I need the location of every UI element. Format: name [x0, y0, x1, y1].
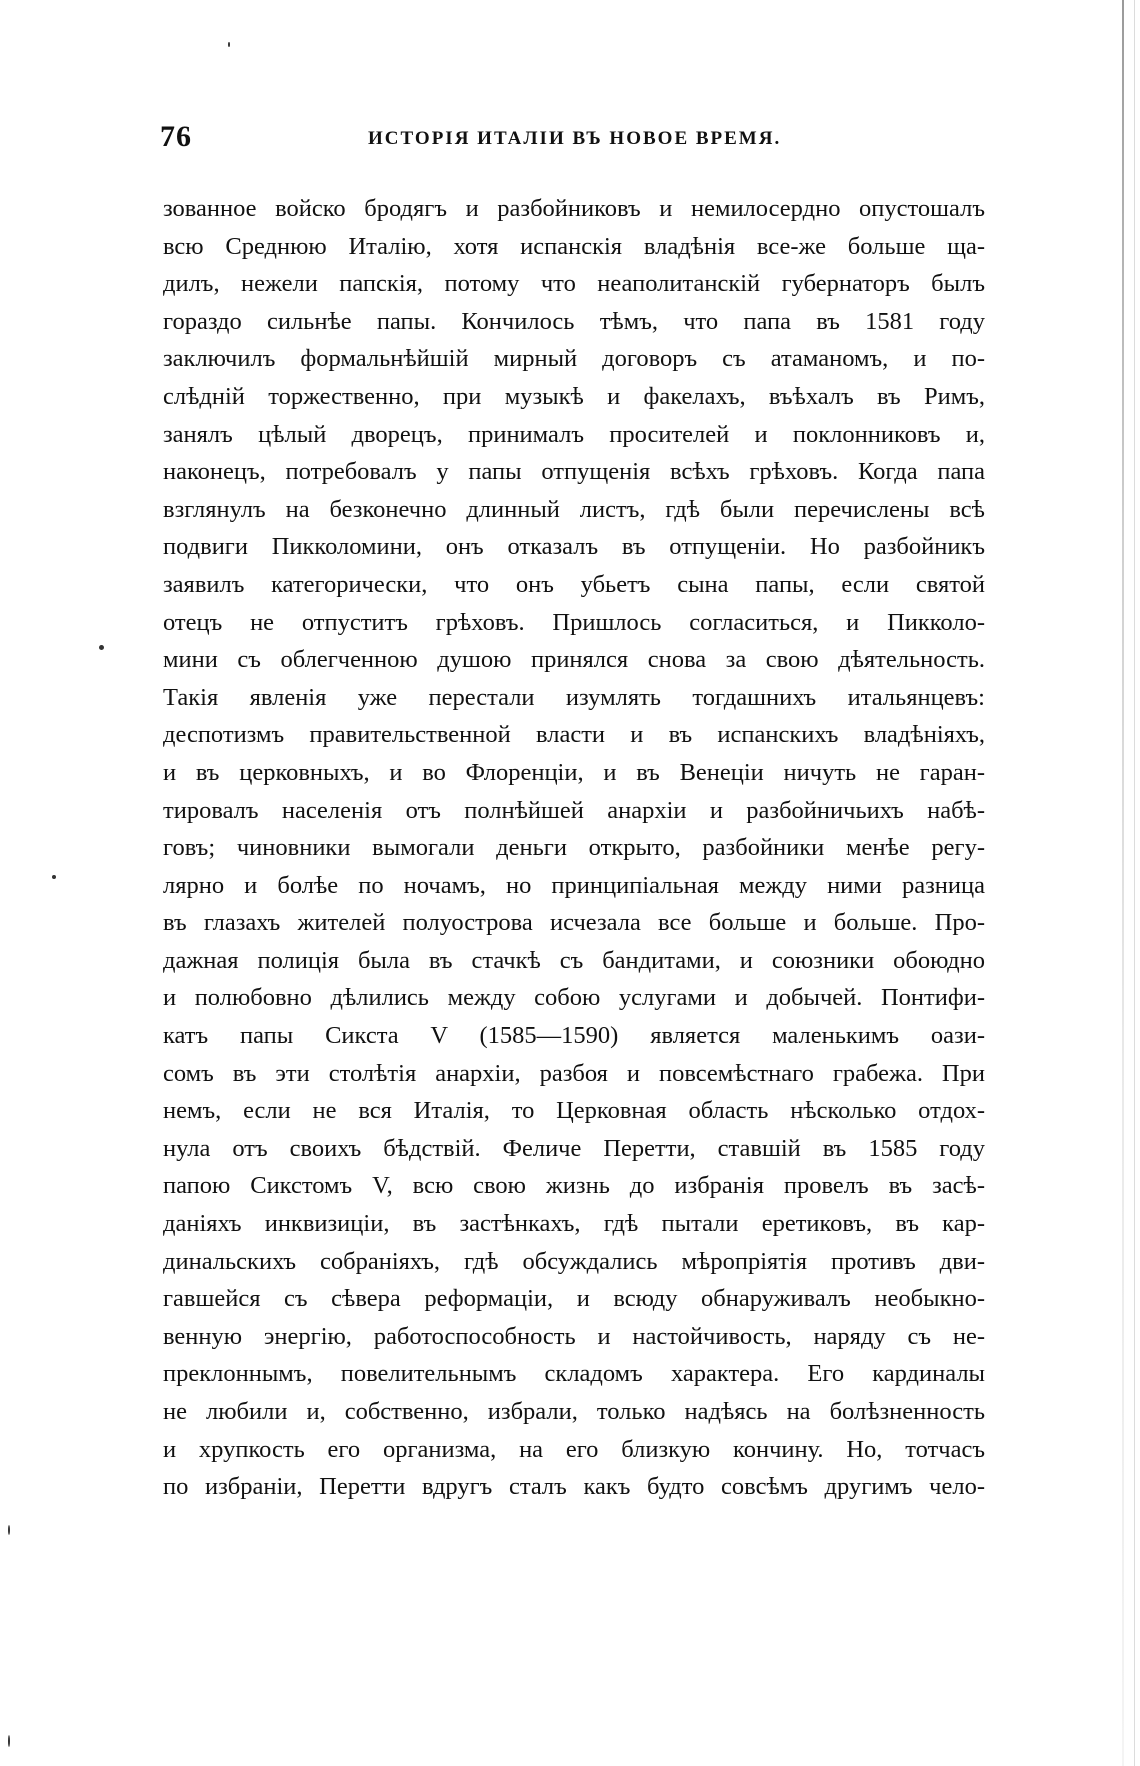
text-line: говъ; чиновники вымогали деньги открыто, разбойники менѣе регу- — [163, 834, 985, 862]
text-line: немъ, если не вся Италія, то Церковная область нѣсколько отдох- — [163, 1097, 985, 1125]
text-line: тировалъ населенія отъ полнѣйшей анархіи и разбойничьихъ набѣ- — [163, 796, 985, 824]
scan-speck — [228, 42, 230, 47]
text-line: зованное войско бродягъ и разбойниковъ и немилосердно опустошалъ — [163, 195, 985, 222]
text-line: занялъ цѣлый дворецъ, принималъ просителей и поклонниковъ и, — [163, 420, 985, 448]
running-head: ИСТОРІЯ ИТАЛІИ ВЪ НОВОЕ ВРЕМЯ. — [368, 128, 782, 149]
text-line: динальскихъ собраніяхъ, гдѣ обсуждались мѣропріятія противъ дви- — [163, 1247, 985, 1275]
text-line: папою Сикстомъ V, всю свою жизнь до избранія провелъ въ засѣ- — [163, 1172, 985, 1200]
text-line: катъ папы Сикста V (1585—1590) является маленькимъ оази- — [163, 1022, 985, 1050]
scan-edge-shadow — [1122, 0, 1124, 1766]
text-line: и въ церковныхъ, и во Флоренціи, и въ Венеціи ничуть не гаран- — [163, 758, 985, 786]
text-line: венную энергію, работоспособность и настойчивость, наряду съ не- — [163, 1322, 985, 1350]
text-line: взглянулъ на безконечно длинный листъ, гдѣ были перечислены всѣ — [163, 495, 985, 523]
text-line: наконецъ, потребовалъ у папы отпущенія всѣхъ грѣховъ. Когда папа — [163, 458, 985, 486]
text-line: гораздо сильнѣе папы. Кончилось тѣмъ, что папа въ 1581 году — [163, 307, 985, 335]
text-line: деспотизмъ правительственной власти и въ испанскихъ владѣніяхъ, — [163, 721, 985, 749]
text-line: нула отъ своихъ бѣдствій. Феличе Перетти, ставшій въ 1585 году — [163, 1134, 985, 1162]
text-line: отецъ не отпуститъ грѣховъ. Пришлось согласиться, и Пикколо- — [163, 608, 985, 636]
scan-speck — [8, 1735, 10, 1747]
text-line: дилъ, нежели папскія, потому что неаполитанскій губернаторъ былъ — [163, 270, 985, 298]
text-line: даніяхъ инквизиціи, въ застѣнкахъ, гдѣ пытали еретиковъ, въ кар- — [163, 1210, 985, 1238]
text-line: заключилъ формальнѣйшій мирный договоръ съ атаманомъ, и по- — [163, 345, 985, 373]
text-line: и хрупкость его организма, на его близкую кончину. Но, тотчасъ — [163, 1435, 985, 1463]
text-line: всю Среднюю Италію, хотя испанскія владѣнія все-же больше ща- — [163, 232, 985, 260]
body-text — [163, 190, 985, 1506]
scan-speck — [99, 645, 104, 650]
text-line: не любили и, собственно, избрали, только надѣясь на болѣзненность — [163, 1398, 985, 1425]
text-line: мини съ облегченною душою принялся снова за свою дѣятельность. — [163, 646, 985, 674]
text-line: слѣдній торжественно, при музыкѣ и факелахъ, въѣхалъ въ Римъ, — [163, 382, 985, 410]
text-line: сомъ въ эти столѣтія анархіи, разбоя и повсемѣстнаго грабежа. При — [163, 1059, 985, 1087]
text-line: дажная полиція была въ стачкѣ съ бандитами, и союзники обоюдно — [163, 946, 985, 974]
text-line: заявилъ категорически, что онъ убьетъ сына папы, если святой — [163, 570, 985, 598]
scan-speck — [8, 1525, 10, 1535]
text-line: преклоннымъ, повелительнымъ складомъ характера. Его кардиналы — [163, 1360, 985, 1388]
text-line: гавшейся съ сѣвера реформаціи, и всюду обнаруживалъ необыкно- — [163, 1285, 985, 1313]
text-line: въ глазахъ жителей полуострова исчезала все больше и больше. Про- — [163, 909, 985, 937]
text-line: подвиги Пикколомини, онъ отказалъ въ отпущеніи. Но разбойникъ — [163, 533, 985, 561]
scan-edge-line — [1134, 0, 1135, 1766]
scan-speck — [52, 875, 56, 879]
text-line: по избраніи, Перетти вдругъ сталъ какъ будто совсѣмъ другимъ чело- — [163, 1473, 985, 1501]
text-line: и полюбовно дѣлились между собою услугами и добычей. Понтифи- — [163, 984, 985, 1012]
text-line: лярно и болѣе по ночамъ, но принципіальная между ними разница — [163, 871, 985, 899]
page-header — [160, 120, 990, 160]
text-line: Такія явленія уже перестали изумлять тогдашнихъ итальянцевъ: — [163, 683, 985, 711]
page-number: 76 — [160, 120, 192, 153]
